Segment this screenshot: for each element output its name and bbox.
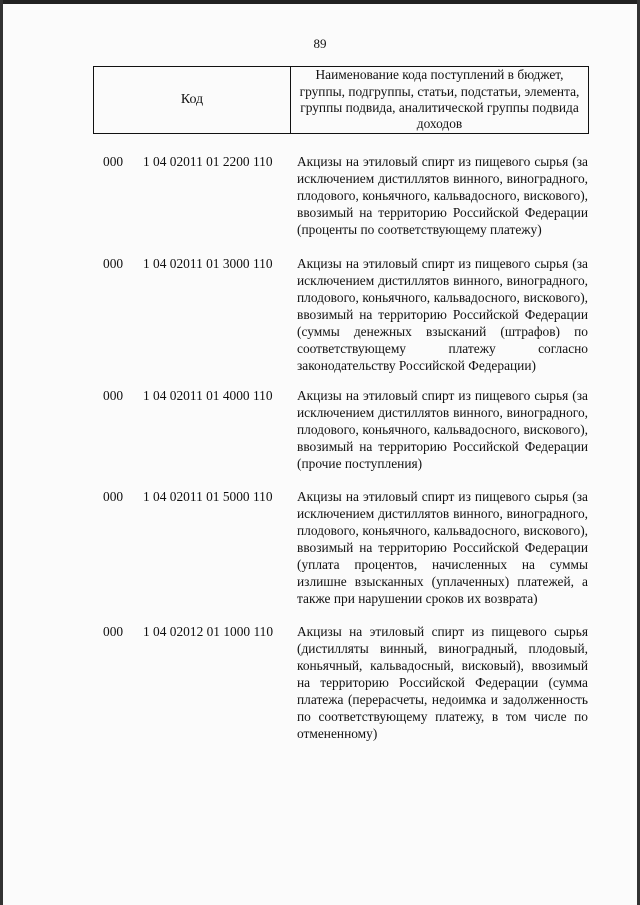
budget-code: 1 04 02011 01 4000 110	[143, 388, 273, 403]
income-name: Акцизы на этиловый спирт из пищевого сырья (за исключением дистиллятов винного, виноградного, плодового, коньячного, кальвадосного, вискового), ввозимый на территорию Российской Федерации (проценты по соответствующему платежу)	[297, 154, 588, 237]
admin-code: 000	[103, 256, 124, 271]
budget-code: 1 04 02012 01 1000 110	[143, 624, 274, 639]
budget-code: 1 04 02011 01 5000 110	[143, 489, 273, 504]
page-number: 89	[313, 36, 327, 51]
scan-border-top	[0, 0, 640, 4]
header-code-cell	[94, 67, 291, 133]
admin-code: 000	[103, 489, 124, 504]
header-name-cell	[291, 67, 588, 133]
header-name-label: Наименование кода поступлений в бюджет, группы, подгруппы, статьи, подстатьи, элемента, группы подвида, аналитической группы подвида доходов	[299, 67, 580, 132]
income-name: Акцизы на этиловый спирт из пищевого сырья (за исключением дистиллятов винного, виноградного, плодового, коньячного, кальвадосного, вискового), ввозимый на территорию Российской Федерации (суммы денежных взысканий (штрафов) по соответствующему платежу согласно законодательству Российской Федерации)	[297, 256, 588, 373]
header-code-label: Код	[180, 92, 204, 107]
income-name: Акцизы на этиловый спирт из пищевого сырья (дистилляты винный, виноградный, плодовый, коньячный, кальвадосный, висковый), ввозимый на территорию Российской Федерации (сумма платежа (перерасчеты, недоимка и задолженность по соответствующему платежу, в том числе по отмененному)	[297, 624, 588, 741]
table-header	[93, 66, 589, 134]
admin-code: 000	[103, 624, 124, 639]
income-name: Акцизы на этиловый спирт из пищевого сырья (за исключением дистиллятов винного, виноградного, плодового, коньячного, кальвадосного, вискового), ввозимый на территорию Российской Федерации (уплата процентов, начисленных на суммы излишне взысканных (уплаченных) платежей, а также при нарушении сроков их возврата)	[297, 489, 588, 606]
admin-code: 000	[103, 388, 124, 403]
income-name: Акцизы на этиловый спирт из пищевого сырья (за исключением дистиллятов винного, виноградного, плодового, коньячного, кальвадосного, вискового), ввозимый на территорию Российской Федерации (прочие поступления)	[297, 388, 588, 471]
budget-code: 1 04 02011 01 3000 110	[143, 256, 273, 271]
budget-code: 1 04 02011 01 2200 110	[143, 154, 273, 169]
admin-code: 000	[103, 154, 124, 169]
scan-border-left	[0, 0, 3, 905]
